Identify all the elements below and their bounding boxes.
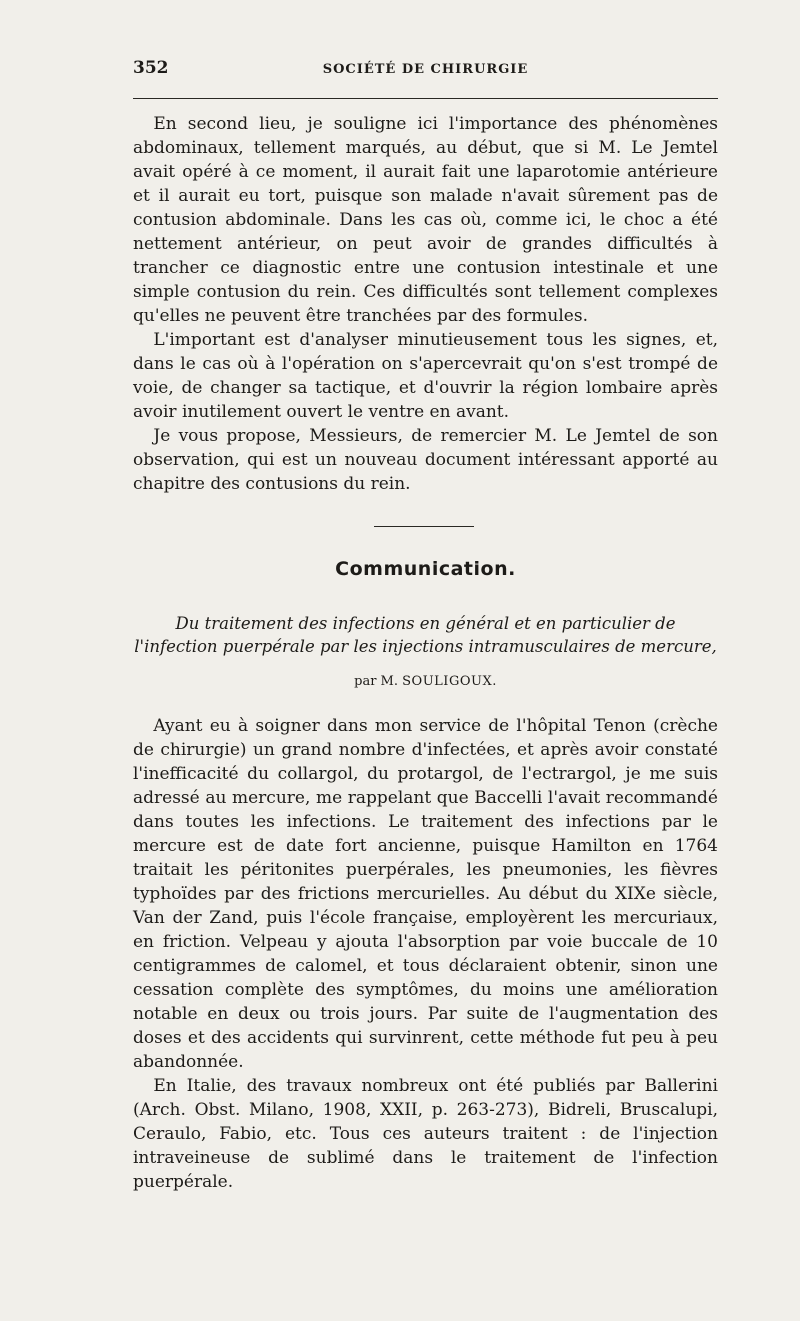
page-number: 352 [133,58,169,78]
page-header [133,56,718,86]
paragraph: Ayant eu à soigner dans mon service de l'hôpital Tenon (crèche de chirurgie) un grand nombre d'infectées, et après avoir constaté l'inefficacité du collargol, du protargol, de l'ectrargol, je me suis adressé au mercure, me rappelant que Baccelli l'avait recommandé dans toutes les infections. Le traitement des infections par le mercure est de date fort ancienne, puisque Hamilton en 1764 traitait les péritonites puerpérales, les pneumonies, les fièvres typhoïdes par des frictions mercurielles. Au début du XIXe siècle, Van der Zand, puis l'école française, employèrent les mercuriaux, en friction. Velpeau y ajouta l'absorption par voie buccale de 10 centigrammes de calomel, et tous déclaraient obtenir, sinon une cessation complète des symptômes, du moins une amélioration notable en deux ou trois jours. Par suite de l'augmentation des doses et des accidents qui survinrent, cette méthode fut peu à peu abandonnée. [133,716,718,1072]
section-divider [374,526,474,527]
communication-body [133,714,718,1194]
article-title: Du traitement des infections en général et en particulier de l'infection puerpérale par les injections intramusculaires de mercure, [134,614,717,656]
section-heading: Communication. [335,558,516,580]
header-rule [133,98,718,99]
paragraph: En Italie, des travaux nombreux ont été publiés par Ballerini (Arch. Obst. Milano, 1908, XXII, p. 263-273), Bidreli, Bruscalupi, Ceraulo, Fabio, etc. Tous ces auteurs traitent : de l'injection intraveineuse de sublimé dans le traitement de l'infection puerpérale. [133,1076,718,1192]
paragraph: Je vous propose, Messieurs, de remercier M. Le Jemtel de son observation, qui est un nouveau document intéressant apporté au chapitre des contusions du rein. [133,426,718,494]
paragraph: En second lieu, je souligne ici l'importance des phénomènes abdominaux, tellement marqués, au début, que si M. Le Jemtel avait opéré à ce moment, il aurait fait une laparotomie antérieure et il aurait eu tort, puisque son malade n'avait sûrement pas de contusion abdominale. Dans les cas où, comme ici, le choc a été nettement antérieur, on peut avoir de grandes difficultés à trancher ce diagnostic entre une contusion intestinale et une simple contusion du rein. Ces difficultés sont tellement complexes qu'elles ne peuvent être tranchées par des formules. [133,114,718,326]
report-conclusion [133,112,718,496]
author-prefix: par M. [354,674,399,689]
author-line [133,674,718,689]
author-name: SOULIGOUX. [402,674,497,689]
running-title: SOCIÉTÉ DE CHIRURGIE [322,62,529,77]
paragraph: L'important est d'analyser minutieusement tous les signes, et, dans le cas où à l'opération on s'apercevrait qu'on s'est trompé de voie, de changer sa tactique, et d'ouvrir la région lombaire après avoir inutilement ouvert le ventre en avant. [133,330,718,422]
